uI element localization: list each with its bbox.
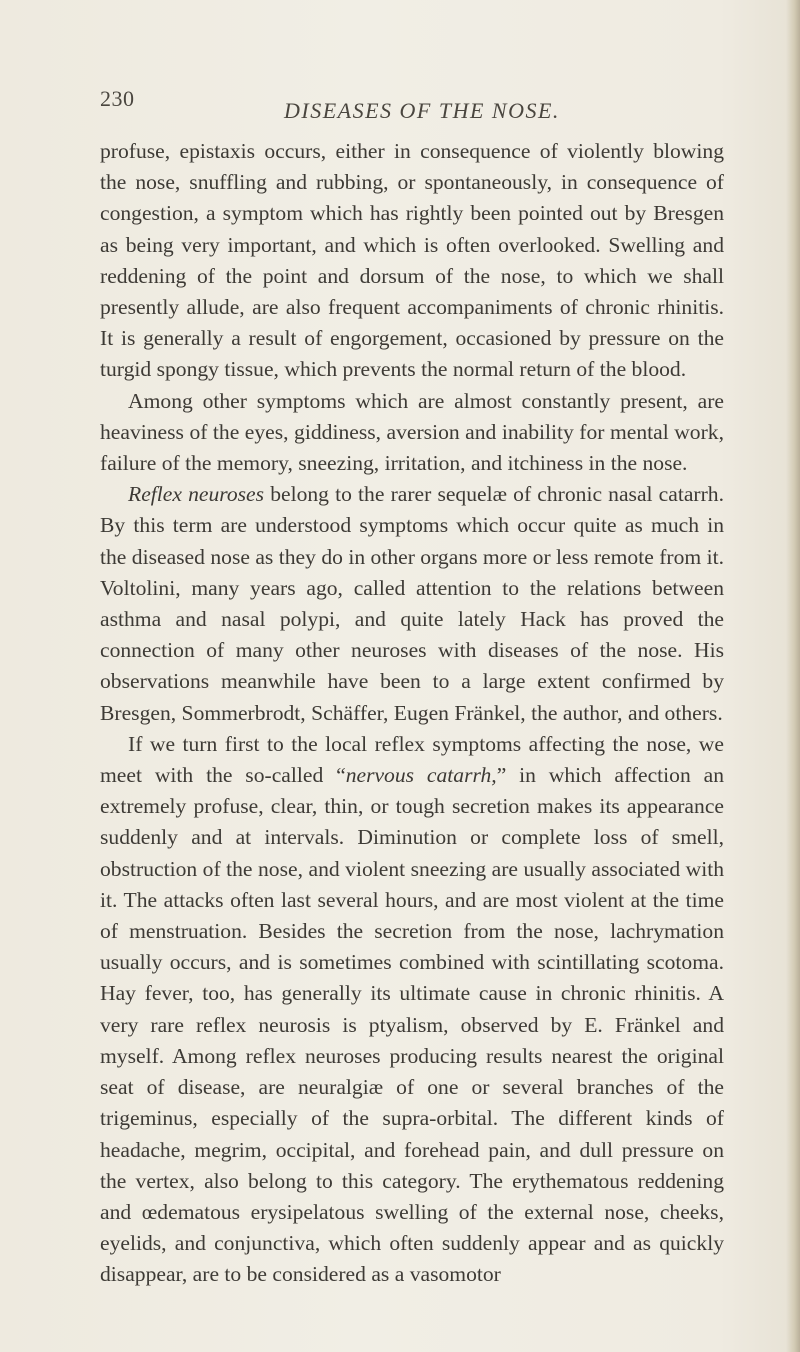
- italic-term: nervous catarrh,: [345, 763, 497, 788]
- paragraph-reflex-neuroses: [100, 479, 724, 729]
- paragraph-text: profuse, epistaxis occurs, either in consequence of violently blowing the nose, snuffling and rubbing, or spontaneously, in consequence of congestion, a symptom which has rightly been pointed out by Bresgen as being very important, and which is often overlooked. Swelling and reddening of the point and dorsum of the nose, to which we shall presently allude, are also frequent accompaniments of chronic rhinitis. It is generally a result of engorgement, occasioned by pressure on the turgid spongy tissue, which prevents the normal return of the blood.: [100, 139, 724, 382]
- paragraph-other-symptoms: [100, 386, 724, 480]
- paragraph-text: ” in which affection an extremely profuse, clear, thin, or tough secretion makes its appearance suddenly and at intervals. Diminution or complete loss of smell, obstruction of the nose, and violent sneezing are usually associated with it. The attacks often last several hours, and are most violent at the time of menstruation. Besides the secretion from the nose, lachrymation usually occurs, and is sometimes combined with scintillating scotoma. Hay fever, too, has generally its ultimate cause in chronic rhinitis. A very rare reflex neurosis is ptyalism, observed by E. Fränkel and myself. Among reflex neuroses producing results nearest the original seat of disease, are neuralgiæ of one or several branches of the trigeminus, especially of the supra-orbital. The different kinds of headache, megrim, occipital, and forehead pain, and dull pressure on the vertex, also belong to this category. The erythematous reddening and œdematous erysipelatous swelling of the external nose, cheeks, eyelids, and conjunctiva, which often suddenly appear and as quickly disappear, are to be considered as a vasomotor: [100, 763, 724, 1287]
- body-text: [100, 136, 724, 1291]
- page-header: [100, 86, 700, 126]
- paragraph-text: If we turn first to the local reflex symptoms affecting the nose, we meet with the so-called “: [100, 731, 724, 788]
- italic-term: Reflex neuroses: [128, 482, 265, 507]
- paragraph-nervous-catarrh: [100, 729, 724, 1291]
- page-number: 230: [100, 86, 135, 111]
- page-edge-shadow: [786, 0, 800, 1352]
- paragraph-epistaxis: [100, 136, 724, 386]
- running-title: DISEASES OF THE NOSE.: [284, 98, 560, 123]
- paragraph-text: belong to the rarer sequelæ of chronic nasal catarrh. By this term are understood symptoms which occur quite as much in the diseased nose as they do in other organs more or less remote from it. Voltolini, many years ago, called attention to the relations between asthma and nasal polypi, and quite lately Hack has proved the connection of many other neuroses with diseases of the nose. His observations meanwhile have been to a large extent confirmed by Bresgen, Sommerbrodt, Schäffer, Eugen Fränkel, the author, and others.: [100, 482, 725, 725]
- paragraph-text: Among other symptoms which are almost constantly present, are heaviness of the eyes, giddiness, aversion and inability for mental work, failure of the memory, sneezing, irritation, and itchiness in the nose.: [100, 388, 724, 476]
